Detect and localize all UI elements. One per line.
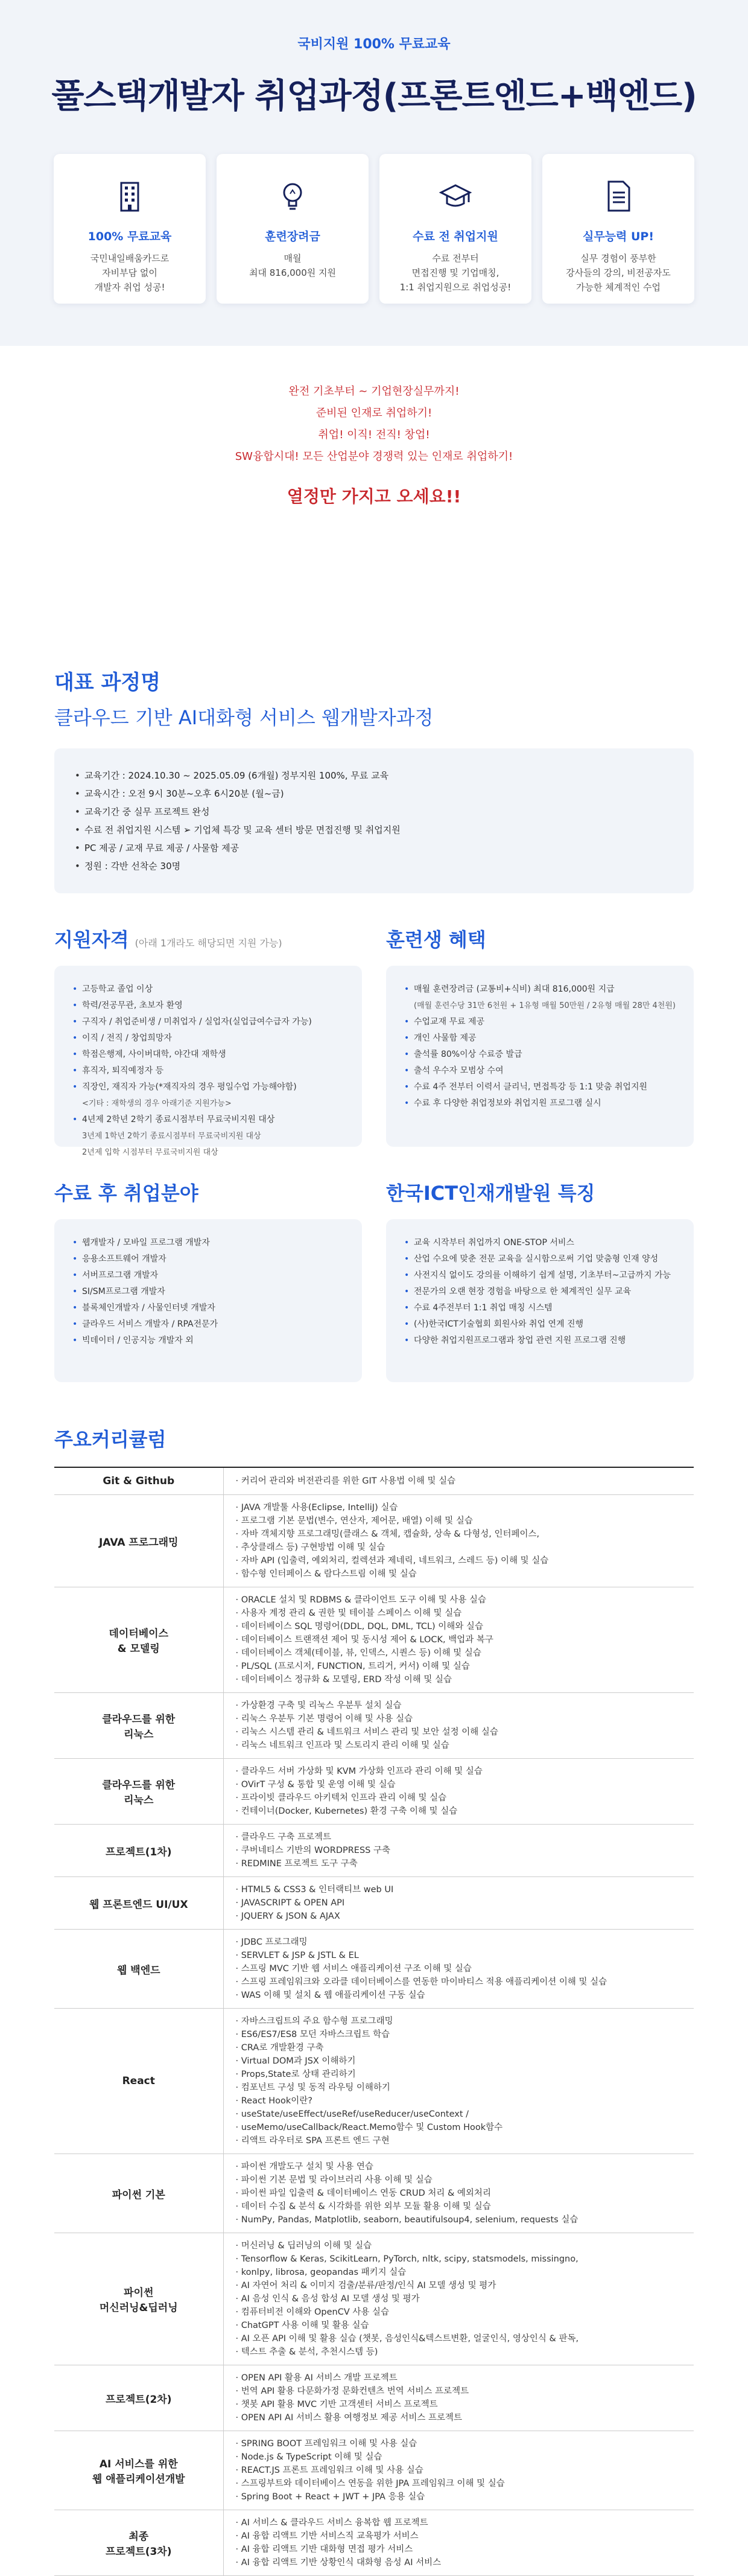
curriculum-subject: AI 서비스를 위한 웹 애플리케이션개발 (54, 2431, 223, 2510)
curriculum-item: · 스프링 프레임워크와 오라클 데이터베이스를 연동한 마이바티스 적용 애플리케이션 이해 및 실습 (236, 1975, 682, 1989)
list-item: • 전문가의 오랜 현장 경험을 바탕으로 한 체계적인 실무 교육 (404, 1284, 676, 1300)
curriculum-item: · 프라이빗 클라우드 아키텍처 인프라 관리 이해 및 실습 (236, 1791, 682, 1805)
curriculum-item: · 챗봇 API 활용 MVC 기반 고객센터 서비스 프로젝트 (236, 2398, 682, 2411)
curriculum-item: · 커리어 관리와 버전관리를 위한 GIT 사용법 이해 및 실습 (236, 1475, 682, 1488)
promo-message (0, 346, 748, 666)
curriculum-item: · 스프링 MVC 기반 웹 서비스 애플리케이션 구조 이해 및 실습 (236, 1962, 682, 1975)
curriculum-item: · 쿠버네티스 기반의 WORDPRESS 구축 (236, 1844, 682, 1857)
curriculum-content (223, 2154, 694, 2233)
curriculum-item: · SERVLET & JSP & JSTL & EL (236, 1949, 682, 1962)
curriculum-item: · AI 융합 리액트 기반 서비스직 교육평가 서비스 (236, 2530, 682, 2543)
curriculum-item: · NumPy, Pandas, Matplotlib, seaborn, beautifulsoup4, selenium, requests 실습 (236, 2213, 682, 2227)
curriculum-content (223, 1467, 694, 1495)
card-text: 매월 최대 816,000원 지원 (249, 253, 336, 278)
list-item: 3년제 1학년 2학기 종료시점부터 무료국비지원 대상 (82, 1132, 261, 1141)
curriculum-item: · 컴포넌트 구성 및 동적 라우팅 이해하기 (236, 2081, 682, 2094)
list-item: • 수료 4주전부터 1:1 취업 매칭 시스템 (404, 1300, 676, 1316)
curriculum-item: · 컨테이너(Docker, Kubernetes) 환경 구축 이해 및 실습 (236, 1805, 682, 1818)
hero-section (0, 0, 748, 346)
table-row (54, 1693, 694, 1759)
list-item: • 빅데이터 / 인공지능 개발자 외 (72, 1333, 344, 1349)
card-title: 훈련장려금 (265, 230, 320, 243)
list-item: • 교육기간 : 2024.10.30 ~ 2025.05.09 (6개월) 정부지원 100%, 무료 교육 (75, 767, 673, 785)
curriculum-item: · 프로그램 기본 문법(변수, 연산자, 제어문, 배열) 이해 및 실습 (236, 1514, 682, 1528)
course-info-box (54, 748, 694, 893)
lightbulb-icon (274, 178, 311, 214)
curriculum-item: · 자바스크립트의 주요 함수형 프로그래밍 (236, 2015, 682, 2028)
curriculum-content (223, 1825, 694, 1877)
table-row (54, 1759, 694, 1825)
list-item: • 수료 전 취업지원 시스템 ➢ 기업체 특강 및 교육 센터 방문 면접진행 및 취업지원 (75, 821, 673, 839)
curriculum-item: · AI 서비스 & 클라우드 서비스 융복합 웹 프로젝트 (236, 2516, 682, 2530)
table-row (54, 1825, 694, 1877)
curriculum-content (223, 2431, 694, 2510)
curriculum-item: · 컴퓨터비전 이해와 OpenCV 사용 실습 (236, 2306, 682, 2319)
curriculum-item: · REACT.JS 프론트 프레임워크 이해 및 사용 실습 (236, 2464, 682, 2477)
curriculum-content (223, 1495, 694, 1587)
features-list (386, 1219, 694, 1382)
curriculum-content (223, 1877, 694, 1930)
list-item: • 학점은행제, 사이버대학, 야간대 재학생 (72, 1047, 344, 1063)
table-row (54, 1467, 694, 1495)
curriculum-item: · 데이터베이스 객체(테이블, 뷰, 인덱스, 시퀀스 등) 이해 및 실습 (236, 1647, 682, 1660)
benefit-title: 훈련생 혜택 (386, 928, 486, 951)
curriculum-item: · 클라우드 서버 가상화 및 KVM 가상화 인프라 관리 이해 및 실습 (236, 1765, 682, 1778)
curriculum-item: · OPEN API 활용 AI 서비스 개발 프로젝트 (236, 2371, 682, 2385)
curriculum-item: · 리눅스 네트워크 인프라 및 스토리지 관리 이해 및 실습 (236, 1739, 682, 1752)
curriculum-item: · useMemo/useCallback/React.Memo함수 및 Custom Hook함수 (236, 2121, 682, 2134)
curriculum-subject: JAVA 프로그래밍 (54, 1495, 223, 1587)
page-title: 풀스택개발자 취업과정(프론트엔드+백엔드) (51, 77, 697, 116)
curriculum-item: · JQUERY & JSON & AJAX (236, 1910, 682, 1923)
jobs-list (54, 1219, 362, 1382)
card-text: 국민내일배움카드로 자비부담 없이 개발자 취업 성공! (90, 253, 170, 293)
curriculum-item: · 사용자 계정 관리 & 권한 및 테이블 스페이스 이해 및 실습 (236, 1607, 682, 1620)
table-row (54, 2233, 694, 2365)
curriculum-table (54, 1467, 694, 2576)
table-row (54, 1930, 694, 2009)
curriculum-title: 주요커리큘럼 (54, 1428, 166, 1451)
curriculum-item: · CRA로 개발환경 구축 (236, 2041, 682, 2055)
curriculum-item: · 텍스트 추출 & 분석, 추천시스템 등) (236, 2345, 682, 2359)
curriculum-item: · ChatGPT 사용 이해 및 활용 실습 (236, 2319, 682, 2332)
curriculum-item: · AI 자연어 처리 & 이미지 검출/분류/판정/인식 AI 모델 생성 및 평가 (236, 2279, 682, 2292)
hero-subtitle: 국비지원 100% 무료교육 (297, 37, 451, 52)
curriculum-item: · OPEN API AI 서비스 활용 여행정보 제공 서비스 프로젝트 (236, 2411, 682, 2425)
curriculum-item: · 번역 API 활용 다문화가정 문화컨텐츠 번역 서비스 프로젝트 (236, 2385, 682, 2398)
list-item: (매월 훈련수당 31만 6천원 + 1유형 매월 50만원 / 2유형 매월 28만 4천원) (414, 1001, 676, 1010)
curriculum-item: · AI 음성 인식 & 음성 합성 AI 모델 생성 및 평가 (236, 2292, 682, 2306)
qualify-title: 지원자격 (아래 1개라도 해당되면 지원 가능) (54, 928, 282, 951)
curriculum-item: · 리눅스 우분투 기본 명령어 이해 및 사용 실습 (236, 1712, 682, 1726)
table-row (54, 2431, 694, 2510)
list-item: • 수료 4주 전부터 이력서 클리닉, 면접특강 등 1:1 맞춤 취업지원 (404, 1079, 676, 1095)
curriculum-item: · Virtual DOM과 JSX 이해하기 (236, 2055, 682, 2068)
curriculum-item: · 자바 API (입출력, 예외처리, 컬렉션과 제네릭, 네트워크, 스레드 등) 이해 및 실습 (236, 1554, 682, 1567)
curriculum-subject: 웹 프론트엔드 UI/UX (54, 1877, 223, 1930)
list-item: <기타 : 재학생의 경우 아래기준 지원가능> (82, 1099, 232, 1108)
curriculum-item: · HTML5 & CSS3 & 인터랙티브 web UI (236, 1883, 682, 1896)
curriculum-subject: 웹 백엔드 (54, 1930, 223, 2009)
table-row (54, 1877, 694, 1930)
list-item: • 교육시간 : 오전 9시 30분~오후 6시20분 (월~금) (75, 785, 673, 803)
table-row (54, 1587, 694, 1693)
card-title: 수료 전 취업지원 (413, 230, 498, 243)
curriculum-content (223, 2009, 694, 2154)
curriculum-item: · Tensorflow & Keras, ScikitLearn, PyTorch, nltk, scipy, statsmodels, missingno, (236, 2252, 682, 2266)
curriculum-item: · ES6/ES7/ES8 모던 자바스크립트 학습 (236, 2028, 682, 2041)
curriculum-content (223, 1930, 694, 2009)
curriculum-subject: 데이터베이스 & 모델링 (54, 1587, 223, 1693)
curriculum-item: · konlpy, librosa, geopandas 패키지 실습 (236, 2266, 682, 2279)
feature-card (379, 154, 531, 304)
list-item: • 4년제 2학년 2학기 종료시점부터 무료국비지원 대상 (72, 1112, 344, 1128)
curriculum-content (223, 1693, 694, 1759)
curriculum-item: · AI 오픈 API 이해 및 활용 실습 (챗봇, 음성인식&텍스트변환, 얼굴인식, 영상인식 & 판독, (236, 2332, 682, 2345)
curriculum-item: · REDMINE 프로젝트 도구 구축 (236, 1857, 682, 1870)
curriculum-subject: Git & Github (54, 1467, 223, 1495)
curriculum-subject: 파이썬 머신러닝&딥러닝 (54, 2233, 223, 2365)
list-item: • 구직자 / 취업준비생 / 미취업자 / 실업자(실업급여수급자 가능) (72, 1014, 344, 1030)
message-headline: 열정만 가지고 오세요!! (287, 486, 461, 506)
curriculum-content (223, 2233, 694, 2365)
feature-cards (0, 154, 748, 304)
course-label: 대표 과정명 (54, 671, 161, 695)
message-line: 취업! 이직! 전직! 창업! (318, 429, 430, 441)
list-item: • 웹개발자 / 모바일 프로그램 개발자 (72, 1235, 344, 1251)
message-line: 완전 기초부터 ~ 기업현장실무까지! (288, 385, 460, 398)
list-item: • 정원 : 각반 선착순 30명 (75, 857, 673, 875)
list-item: 2년제 입학 시점부터 무료국비지원 대상 (82, 1148, 218, 1157)
list-item: • 서버프로그램 개발자 (72, 1267, 344, 1284)
curriculum-content (223, 2510, 694, 2576)
list-item: • 매월 훈련장려금 (교통비+식비) 최대 816,000원 지급 (404, 981, 676, 998)
curriculum-item: · 머신러닝 & 딥러닝의 이해 및 실습 (236, 2239, 682, 2252)
curriculum-subject: 클라우드를 위한 리눅스 (54, 1759, 223, 1825)
table-row (54, 2510, 694, 2576)
curriculum-item: · 리눅스 시스템 관리 & 네트워크 서비스 관리 및 보안 설정 이해 실습 (236, 1726, 682, 1739)
jobs-features-row (0, 1178, 748, 1382)
curriculum-item: · 파이썬 기본 문법 및 라이브러리 사용 이해 및 실습 (236, 2173, 682, 2187)
table-row (54, 2365, 694, 2431)
curriculum-item: · 스프링부트와 데이터베이스 연동을 위한 JPA 프레임워크 이해 및 실습 (236, 2477, 682, 2490)
list-item: • 고등학교 졸업 이상 (72, 981, 344, 998)
list-item: • 수료 후 다양한 취업정보와 취업지원 프로그램 실시 (404, 1095, 676, 1112)
card-title: 100% 무료교육 (87, 230, 172, 243)
card-text: 수료 전부터 면접진행 및 기업매칭, 1:1 취업지원으로 취업성공! (399, 253, 512, 293)
curriculum-section (0, 1424, 748, 2576)
curriculum-item: · WAS 이해 및 설치 & 웹 애플리케이션 구동 실습 (236, 1989, 682, 2002)
list-item: • 산업 수요에 맞춘 전문 교육을 실시함으로써 기업 맞춤형 인재 양성 (404, 1251, 676, 1267)
curriculum-subject: 최종 프로젝트(3차) (54, 2510, 223, 2576)
curriculum-item: · 데이터 수집 & 분석 & 시각화를 위한 외부 모듈 활용 이해 및 실습 (236, 2200, 682, 2213)
graduation-cap-icon (437, 178, 474, 214)
curriculum-item: · 가상환경 구축 및 리눅스 우분투 설치 실습 (236, 1699, 682, 1712)
list-item: • 휴직자, 퇴직예정자 등 (72, 1063, 344, 1079)
curriculum-item: · 리액트 라우터로 SPA 프론트 엔드 구현 (236, 2134, 682, 2147)
jobs-title: 수료 후 취업분야 (54, 1182, 198, 1205)
qualify-list (54, 966, 362, 1157)
curriculum-subject: 파이썬 기본 (54, 2154, 223, 2233)
curriculum-item: · OVirT 구성 & 통합 및 운영 이해 및 실습 (236, 1778, 682, 1791)
curriculum-subject: 프로젝트(2차) (54, 2365, 223, 2431)
message-line: 준비된 인재로 취업하기! (315, 407, 433, 419)
list-item: • 클라우드 서비스 개발자 / RPA전문가 (72, 1316, 344, 1333)
curriculum-item: · useState/useEffect/useRef/useReducer/useContext / (236, 2108, 682, 2121)
course-name: 클라우드 기반 AI대화형 서비스 웹개발자과정 (54, 706, 434, 729)
table-row (54, 2154, 694, 2233)
curriculum-content (223, 1587, 694, 1693)
list-item: • 사전지식 없이도 강의를 이해하기 쉽게 설명, 기초부터~고급까지 가능 (404, 1267, 676, 1284)
curriculum-item: · ORACLE 설치 및 RDBMS & 클라이언트 도구 이해 및 사용 실습 (236, 1593, 682, 1607)
curriculum-item: · 클라우드 구축 프로젝트 (236, 1831, 682, 1844)
list-item: • 교육 시작부터 취업까지 ONE-STOP 서비스 (404, 1235, 676, 1251)
features-title: 한국ICT인재개발원 특징 (386, 1182, 595, 1205)
curriculum-item: · 파이썬 파일 입출력 & 데이터베이스 연동 CRUD 처리 & 예외처리 (236, 2187, 682, 2200)
curriculum-subject: 프로젝트(1차) (54, 1825, 223, 1877)
curriculum-item: · 파이썬 개발도구 설치 및 사용 연습 (236, 2160, 682, 2173)
qualify-benefit-row (0, 925, 748, 1157)
list-item: • 출석률 80%이상 수료증 발급 (404, 1047, 676, 1063)
card-text: 실무 경험이 풍부한 강사들의 강의, 비전공자도 가능한 체계적인 수업 (566, 253, 671, 293)
features-column (386, 1178, 694, 1382)
list-item: • 교육기간 중 실무 프로젝트 완성 (75, 803, 673, 821)
list-item: • 응용소프트웨어 개발자 (72, 1251, 344, 1267)
building-icon (112, 178, 148, 214)
curriculum-item: · 자바 객체지향 프로그래밍(클래스 & 객체, 캡슐화, 상속 & 다형성, 인터페이스, (236, 1528, 682, 1541)
benefit-column (386, 925, 694, 1147)
curriculum-item: · Props,State로 상태 관리하기 (236, 2068, 682, 2081)
curriculum-content (223, 2365, 694, 2431)
curriculum-item: · Spring Boot + React + JWT + JPA 응용 실습 (236, 2490, 682, 2504)
curriculum-item: · 함수형 인터페이스 & 람다스트림 이해 및 실습 (236, 1567, 682, 1581)
table-row (54, 2009, 694, 2154)
curriculum-subject: 클라우드를 위한 리눅스 (54, 1693, 223, 1759)
message-line: SW융합시대! 모든 산업분야 경쟁력 있는 인재로 취업하기! (235, 450, 513, 463)
qualify-column (54, 925, 362, 1157)
list-item: • 블록체인개발자 / 사물인터넷 개발자 (72, 1300, 344, 1316)
list-item: • 학력/전공무관, 초보자 환영 (72, 998, 344, 1014)
course-section (0, 666, 748, 893)
curriculum-item: · React Hook이란? (236, 2094, 682, 2108)
curriculum-item: · 추상클래스 등) 구현방법 이해 및 실습 (236, 1541, 682, 1554)
curriculum-item: · 데이터베이스 정규화 & 모델링, ERD 작성 이해 및 실습 (236, 1673, 682, 1686)
jobs-column (54, 1178, 362, 1382)
list-item: • PC 제공 / 교재 무료 제공 / 사물함 제공 (75, 839, 673, 857)
list-item: • 다양한 취업지원프로그램과 창업 관련 지원 프로그램 진행 (404, 1333, 676, 1349)
list-item: • 직장인, 재직자 가능(*재직자의 경우 평일수업 가능해야함) (72, 1079, 344, 1095)
curriculum-item: · 데이터베이스 SQL 명령어(DDL, DQL, DML, TCL) 이해와 실습 (236, 1620, 682, 1633)
curriculum-item: · JAVA 개발툴 사용(Eclipse, IntelliJ) 실습 (236, 1501, 682, 1514)
card-title: 실무능력 UP! (582, 230, 654, 243)
list-item: • 이직 / 전직 / 창업희망자 (72, 1030, 344, 1047)
curriculum-item: · PL/SQL (프로시저, FUNCTION, 트리거, 커서) 이해 및 실습 (236, 1660, 682, 1673)
curriculum-subject: React (54, 2009, 223, 2154)
list-item: • 출석 우수자 모범상 수여 (404, 1063, 676, 1079)
list-item: • (사)한국ICT기술협회 회원사와 취업 연계 진행 (404, 1316, 676, 1333)
curriculum-item: · AI 융합 리액트 기반 대화형 면접 평가 서비스 (236, 2543, 682, 2556)
feature-card (217, 154, 369, 304)
curriculum-item: · Node.js & TypeScript 이해 및 실습 (236, 2450, 682, 2464)
curriculum-item: · JDBC 프로그래밍 (236, 1936, 682, 1949)
curriculum-item: · AI 융합 리액트 기반 상황인식 대화형 음성 AI 서비스 (236, 2556, 682, 2569)
curriculum-item: · 데이터베이스 트랜잭션 제어 및 동시성 제어 & LOCK, 백업과 복구 (236, 1633, 682, 1647)
list-item: • 개인 사물함 제공 (404, 1030, 676, 1047)
document-icon (600, 178, 636, 214)
feature-card (542, 154, 694, 304)
curriculum-item: · SPRING BOOT 프레임워크 이해 및 사용 실습 (236, 2437, 682, 2450)
curriculum-item: · JAVASCRIPT & OPEN API (236, 1896, 682, 1910)
table-row (54, 1495, 694, 1587)
list-item: • SI/SM프로그램 개발자 (72, 1284, 344, 1300)
curriculum-content (223, 1759, 694, 1825)
list-item: • 수업교재 무료 제공 (404, 1014, 676, 1030)
feature-card (54, 154, 206, 304)
benefit-list (386, 966, 694, 1147)
